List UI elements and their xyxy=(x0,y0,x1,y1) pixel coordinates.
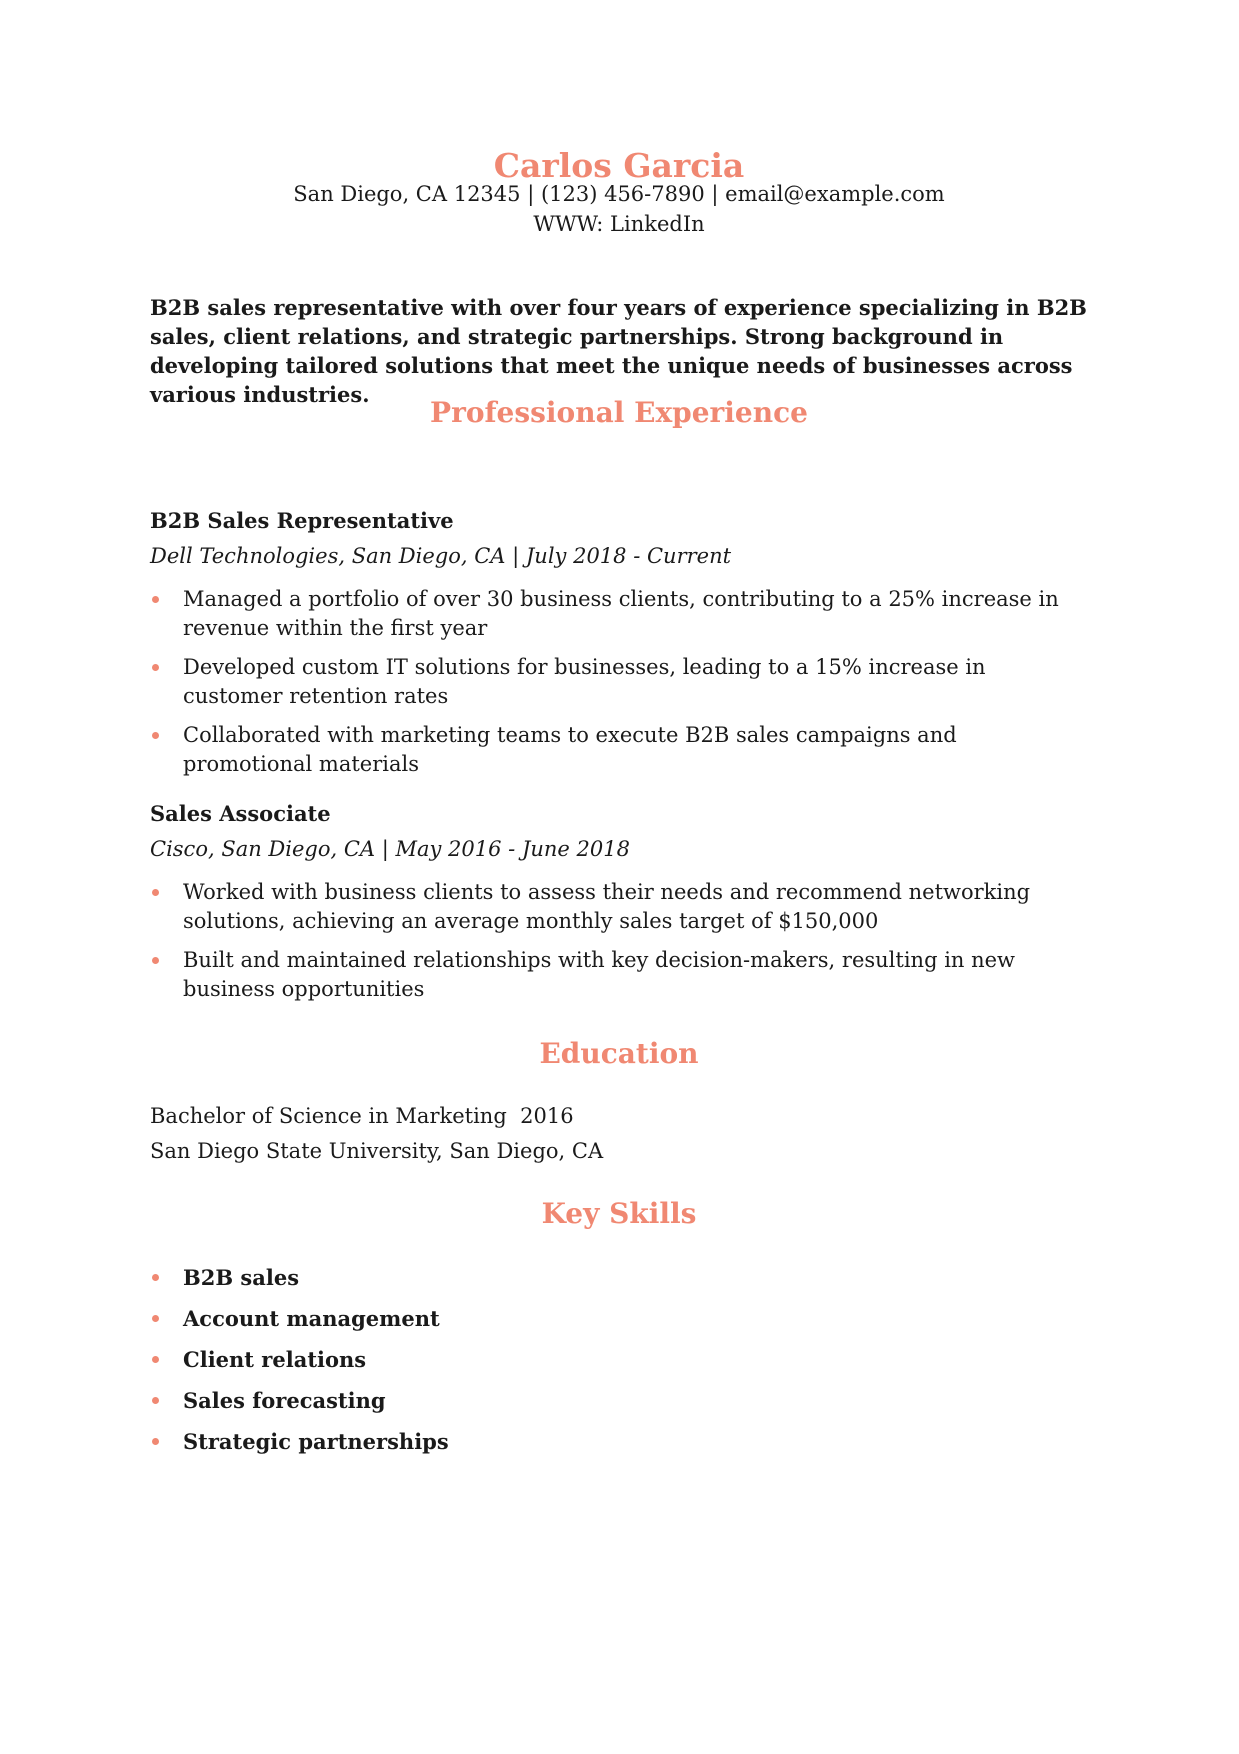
graduation-year: 2016 xyxy=(520,1104,574,1128)
bullet-dot-icon xyxy=(152,732,159,739)
list-item xyxy=(150,946,1088,1004)
bullet-text: Developed custom IT solutions for businesses, leading to a 15% increase in customer retention rates xyxy=(183,655,986,708)
skill-text: Strategic partnerships xyxy=(183,1429,449,1454)
contact-line: San Diego, CA 12345 | (123) 456-7890 | email@example.com xyxy=(293,182,945,206)
professional-summary: B2B sales representative with over four years of experience specializing in B2B sales, client relations, and strategic partnerships. Strong background in developing tailored solutions that meet the unique needs of businesses across various industries. xyxy=(150,295,1087,407)
degree-name: Bachelor of Science in Marketing xyxy=(150,1104,507,1128)
bullet-dot-icon xyxy=(152,889,159,896)
list-item xyxy=(150,585,1088,643)
bullet-dot-icon xyxy=(152,1315,159,1322)
list-item xyxy=(150,1263,1088,1292)
bullet-dot-icon xyxy=(152,1274,159,1281)
bullet-dot-icon xyxy=(152,1438,159,1445)
skill-text: B2B sales xyxy=(183,1265,300,1290)
list-item xyxy=(150,878,1088,936)
list-item xyxy=(150,1345,1088,1374)
education-school: San Diego State University, San Diego, CA xyxy=(150,1139,604,1163)
bullet-dot-icon xyxy=(152,596,159,603)
bullet-dot-icon xyxy=(152,957,159,964)
job-company-dates: Cisco, San Diego, CA | May 2016 - June 2018 xyxy=(150,837,630,861)
section-title-education: Education xyxy=(539,1037,699,1070)
education-degree-line xyxy=(150,1101,574,1131)
list-item xyxy=(150,1427,1088,1456)
section-title-experience: Professional Experience xyxy=(430,396,808,429)
list-item xyxy=(150,653,1088,711)
section-title-skills: Key Skills xyxy=(541,1197,697,1230)
job-bullet-list xyxy=(150,585,1088,789)
job-bullet-list xyxy=(150,878,1088,1014)
bullet-dot-icon xyxy=(152,1397,159,1404)
job-company-dates: Dell Technologies, San Diego, CA | July 2018 - Current xyxy=(150,544,732,568)
list-item xyxy=(150,1386,1088,1415)
bullet-dot-icon xyxy=(152,1356,159,1363)
skills-list xyxy=(150,1263,1088,1468)
job-title: B2B Sales Representative xyxy=(150,508,454,533)
skill-text: Sales forecasting xyxy=(183,1388,386,1413)
web-line: WWW: LinkedIn xyxy=(533,212,705,236)
skill-text: Account management xyxy=(183,1306,440,1331)
bullet-text: Worked with business clients to assess their needs and recommend networking solutions, achieving an average monthly sales target of $150,000 xyxy=(183,880,1031,933)
skill-text: Client relations xyxy=(183,1347,367,1372)
bullet-dot-icon xyxy=(152,664,159,671)
bullet-text: Managed a portfolio of over 30 business clients, contributing to a 25% increase in revenue within the first year xyxy=(183,587,1059,640)
list-item xyxy=(150,721,1088,779)
candidate-name: Carlos Garcia xyxy=(493,146,745,185)
list-item xyxy=(150,1304,1088,1333)
bullet-text: Built and maintained relationships with key decision-makers, resulting in new business opportunities xyxy=(183,948,1016,1001)
job-title: Sales Associate xyxy=(150,801,331,826)
bullet-text: Collaborated with marketing teams to execute B2B sales campaigns and promotional materials xyxy=(183,723,957,776)
